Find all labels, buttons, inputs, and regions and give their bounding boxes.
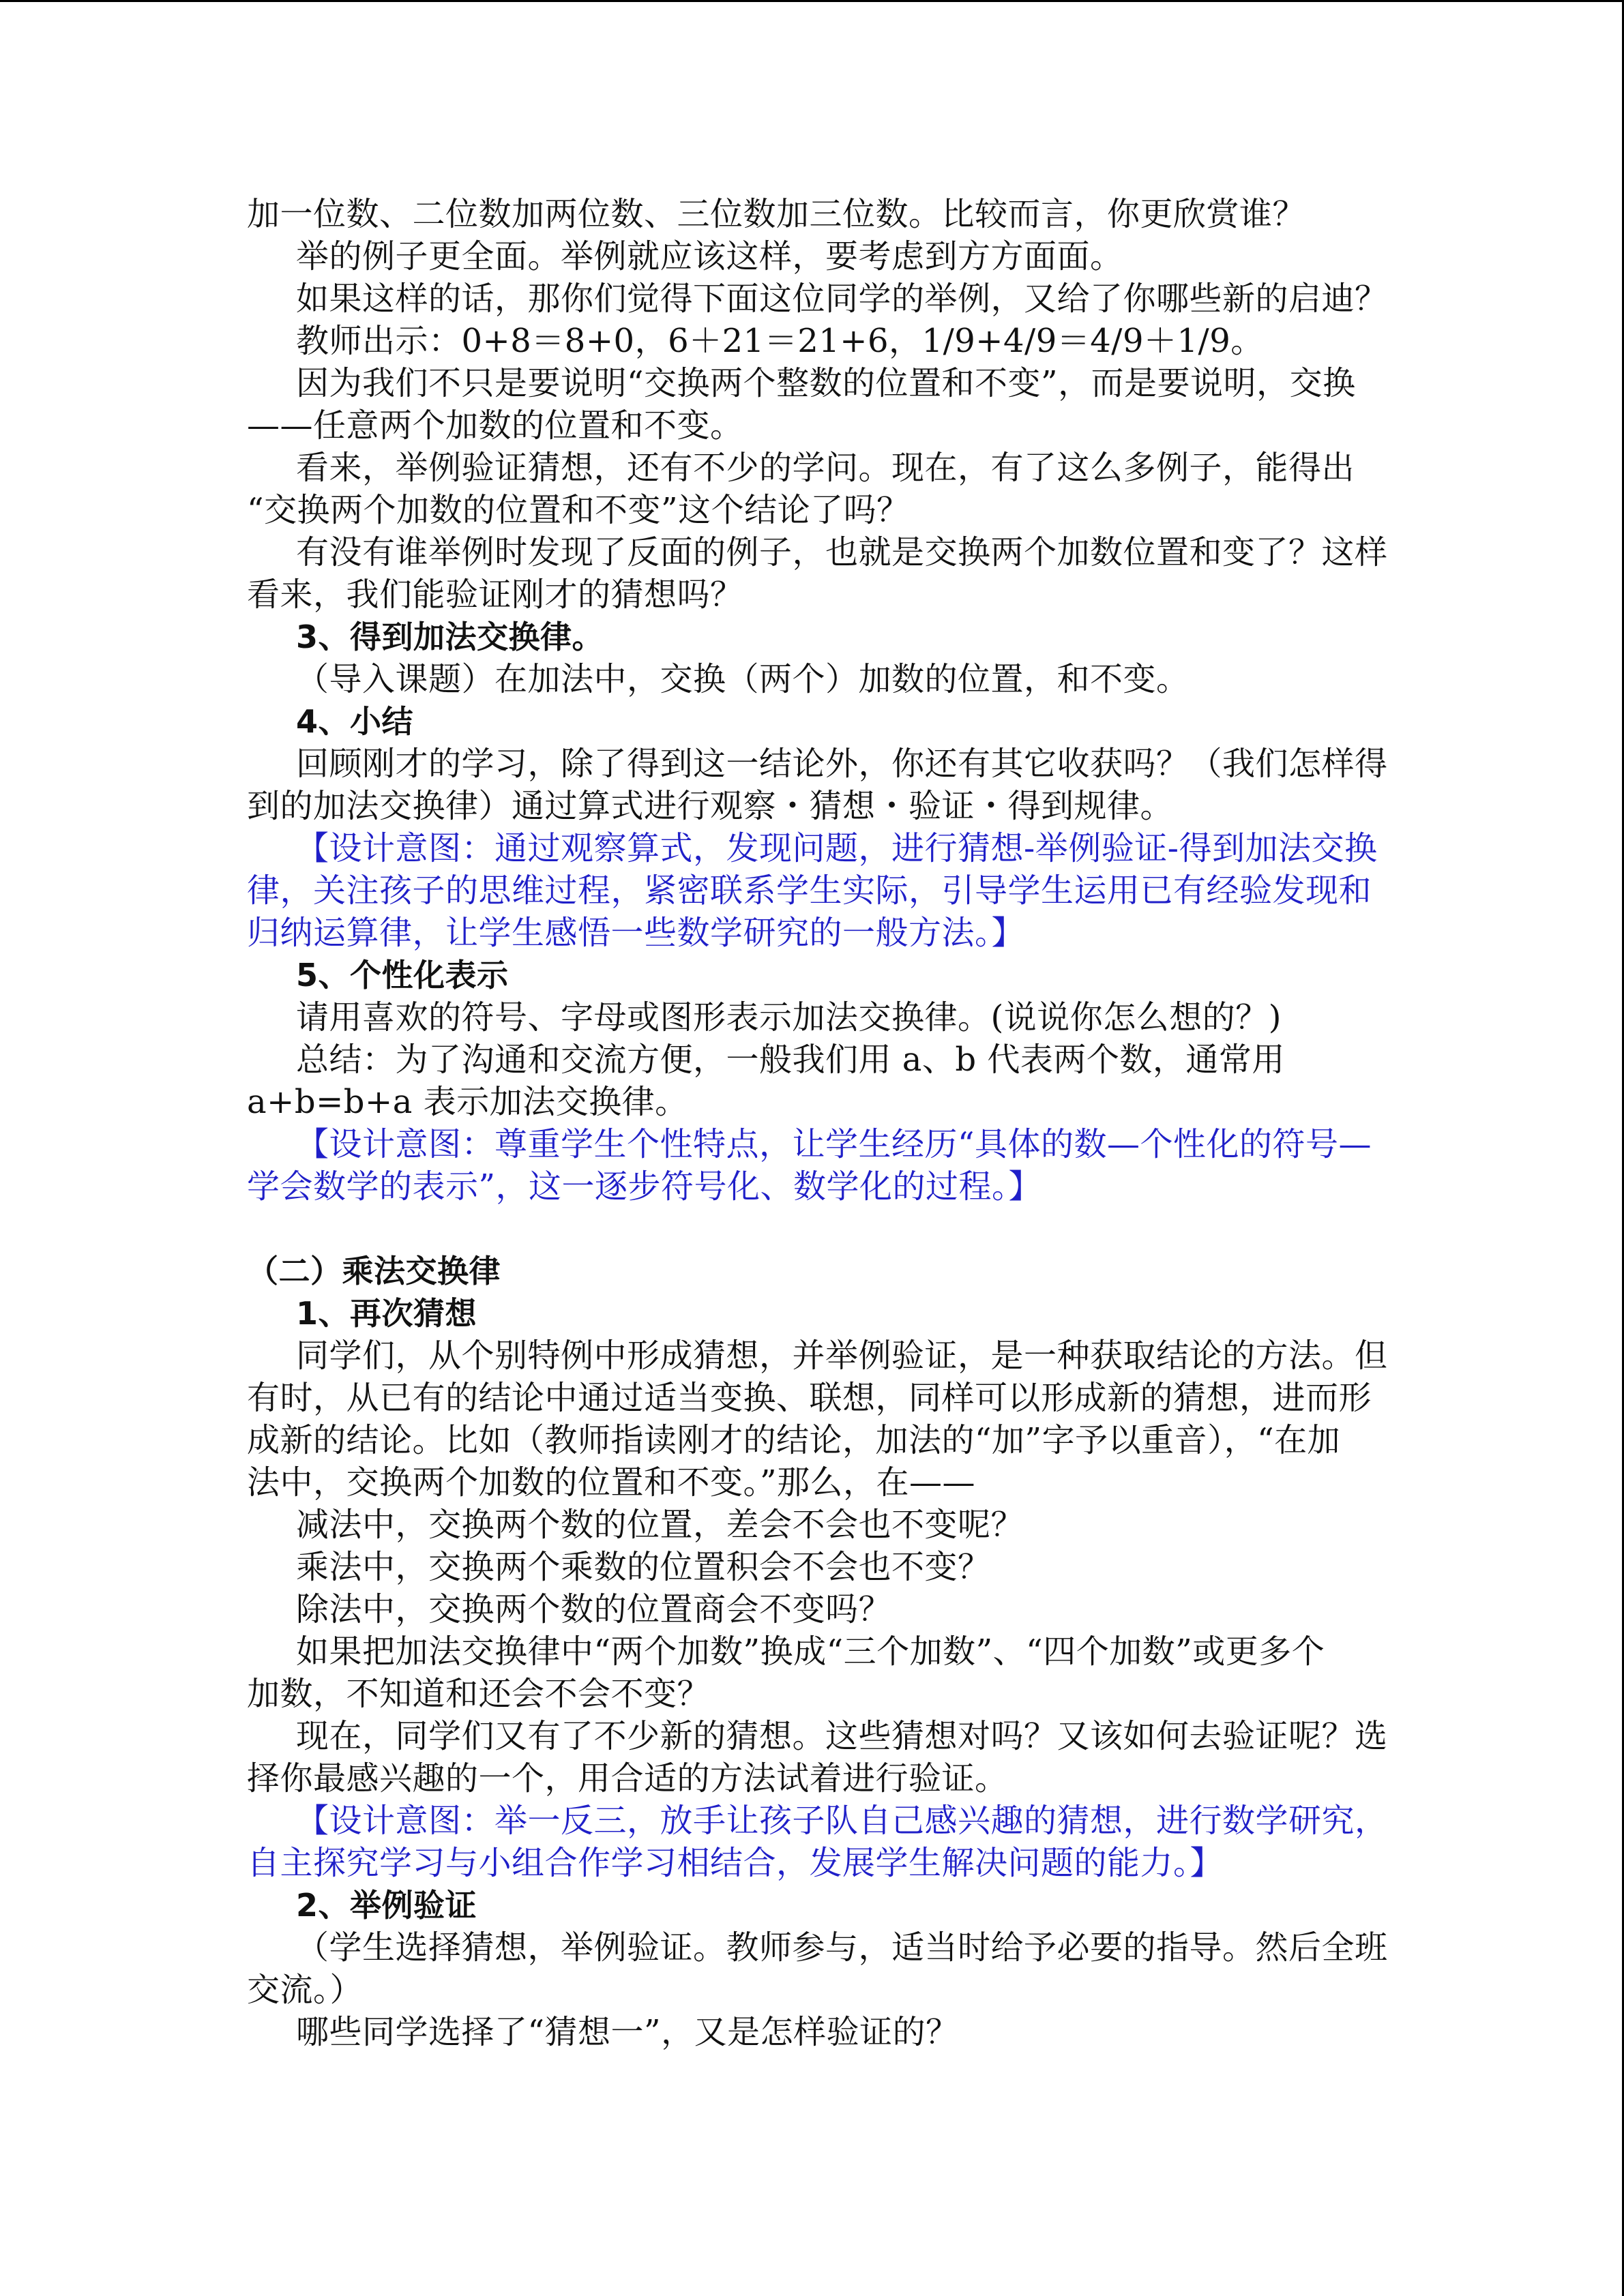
text-line: （学生选择猜想，举例验证。教师参与，适当时给予必要的指导。然后全班 — [296, 1928, 1388, 1967]
text-line: 有时，从已有的结论中通过适当变换、联想，同样可以形成新的猜想，进而形 — [247, 1379, 1372, 1417]
section-heading: （二）乘法交换律 — [247, 1253, 501, 1289]
design-intent-line: 自主探究学习与小组合作学习相结合，发展学生解决问题的能力。】 — [247, 1844, 1224, 1882]
text-line: 有没有谁举例时发现了反面的例子，也就是交换两个加数位置和变了？这样 — [296, 533, 1388, 571]
text-line: 同学们，从个别特例中形成猜想，并举例验证，是一种获取结论的方法。但 — [296, 1337, 1388, 1375]
text-line: 到的加法交换律）通过算式进行观察・猜想・验证・得到规律。 — [247, 787, 1174, 825]
design-intent-line: 学会数学的表示”，这一逐步符号化、数学化的过程。】 — [247, 1167, 1042, 1206]
text-line: 现在，同学们又有了不少新的猜想。这些猜想对吗？又该如何去验证呢？选 — [296, 1717, 1388, 1755]
text-line: 减法中，交换两个数的位置，差会不会也不变呢？ — [296, 1506, 1024, 1544]
text-line: 总结：为了沟通和交流方便，一般我们用 a、b 代表两个数，通常用 — [296, 1041, 1285, 1079]
design-intent-line: 归纳运算律，让学生感悟一些数学研究的一般方法。】 — [247, 914, 1025, 952]
text-line: ——任意两个加数的位置和不变。 — [247, 406, 743, 445]
design-intent-line: 【设计意图：举一反三，放手让孩子队自己感兴趣的猜想，进行数学研究， — [296, 1802, 1388, 1840]
text-line: 因为我们不只是要说明“交换两个整数的位置和不变”，而是要说明，交换 — [296, 364, 1356, 402]
design-intent-line: 【设计意图：通过观察算式，发现问题，进行猜想-举例验证-得到加法交换 — [296, 829, 1378, 867]
text-line: 除法中，交换两个数的位置商会不变吗？ — [296, 1590, 892, 1628]
section-heading: 2、举例验证 — [296, 1887, 477, 1924]
text-line: 看来，举例验证猜想，还有不少的学问。现在，有了这么多例子，能得出 — [296, 449, 1355, 487]
blank-line — [247, 1208, 1379, 1250]
text-line: 举的例子更全面。举例就应该这样，要考虑到方方面面。 — [296, 237, 1123, 275]
text-line: 加数，不知道和还会不会不变？ — [247, 1675, 711, 1713]
text-line: 乘法中，交换两个乘数的位置积会不会也不变？ — [296, 1548, 991, 1586]
text-line: 法中，交换两个加数的位置和不变。”那么，在—— — [247, 1463, 976, 1502]
design-intent-line: 律，关注孩子的思维过程，紧密联系学生实际，引导学生运用已有经验发现和 — [247, 871, 1372, 910]
text-line: 成新的结论。比如（教师指读刚才的结论，加法的“加”字予以重音），“在加 — [247, 1421, 1341, 1459]
text-line: 教师出示：0+8＝8+0，6＋21＝21+6，1/9+4/9＝4/9＋1/9。 — [296, 322, 1264, 360]
text-line: （导入课题）在加法中，交换（两个）加数的位置，和不变。 — [296, 660, 1190, 698]
text-line: 回顾刚才的学习，除了得到这一结论外，你还有其它收获吗？（我们怎样得 — [296, 745, 1388, 783]
text-line: 加一位数、二位数加两位数、三位数加三位数。比较而言，你更欣赏谁？ — [247, 195, 1306, 233]
section-heading: 5、个性化表示 — [296, 957, 509, 994]
text-line: 看来，我们能验证刚才的猜想吗？ — [247, 576, 743, 614]
design-intent-line: 【设计意图：尊重学生个性特点，让学生经历“具体的数—个性化的符号— — [296, 1125, 1372, 1163]
text-line: “交换两个加数的位置和不变”这个结论了吗？ — [247, 491, 910, 529]
page-top-border — [0, 0, 1624, 2]
section-heading: 3、得到加法交换律。 — [296, 618, 604, 655]
text-line: 如果这样的话，那你们觉得下面这位同学的举例，又给了你哪些新的启迪？ — [296, 280, 1388, 318]
section-heading: 4、小结 — [296, 703, 414, 740]
text-line: 择你最感兴趣的一个，用合适的方法试着进行验证。 — [247, 1759, 1008, 1798]
text-line: a+b=b+a 表示加法交换律。 — [247, 1083, 688, 1121]
text-line: 交流。） — [247, 1971, 364, 2009]
section-heading: 1、再次猜想 — [296, 1295, 477, 1332]
text-line: 哪些同学选择了“猜想一”，又是怎样验证的？ — [296, 2013, 959, 2051]
text-line: 请用喜欢的符号、字母或图形表示加法交换律。(说说你怎么想的？) — [296, 998, 1282, 1037]
document-body — [247, 193, 1388, 2053]
text-line: 如果把加法交换律中“两个加数”换成“三个加数”、“四个加数”或更多个 — [296, 1632, 1325, 1671]
